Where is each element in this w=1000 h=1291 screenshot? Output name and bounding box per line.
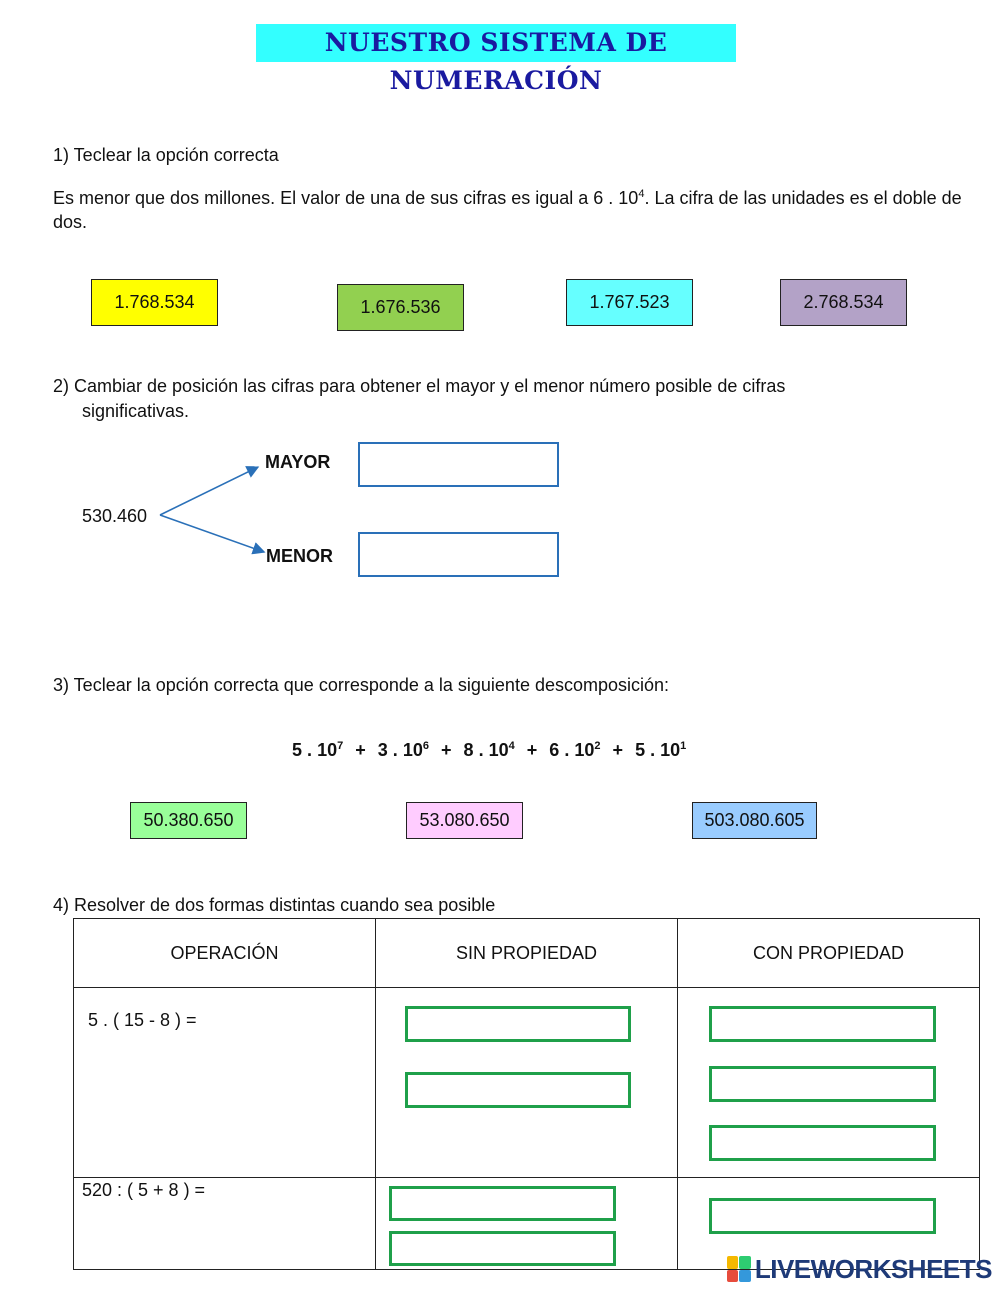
row1-sin-answer-2[interactable]: [405, 1072, 631, 1108]
q1-text: [53, 186, 973, 234]
logo-text: LIVEWORKSHEETS: [754, 1253, 992, 1284]
column-header-operacion: OPERACIÓN: [74, 919, 376, 988]
row2-sin-answer-2[interactable]: [389, 1231, 616, 1266]
table-row: [74, 988, 376, 1178]
operation-1: 5 . ( 15 - 8 ) =: [88, 1010, 197, 1030]
arrow-down: [160, 515, 264, 552]
term-3: 8 . $10^4$: [463, 740, 515, 760]
plus-sign: +: [526, 740, 538, 760]
mayor-label: MAYOR: [265, 452, 331, 472]
mayor-answer-input[interactable]: [358, 442, 559, 487]
q3-option-2[interactable]: 53.080.650: [406, 802, 523, 839]
term-5: 5 . $10^1$: [635, 740, 687, 760]
q1-text-exponent: 4: [638, 188, 645, 200]
q1-option-4[interactable]: 2.768.534: [780, 279, 907, 326]
q3-option-1[interactable]: 50.380.650: [130, 802, 247, 839]
row1-con-answer-1[interactable]: [709, 1006, 936, 1042]
table-row: [74, 1178, 376, 1270]
row1-con-answer-3[interactable]: [709, 1125, 936, 1161]
q2-number: 530.460: [82, 506, 148, 526]
q1-text-part2: . La cifra de las unidades es el doble de dos.: [53, 188, 962, 232]
page-title: NUESTRO SISTEMA DE NUMERACIÓN: [256, 24, 736, 62]
q2-heading-line2: significativas.: [82, 401, 190, 421]
menor-answer-input[interactable]: [358, 532, 559, 577]
q4-heading: 4) Resolver de dos formas distintas cuando sea posible: [53, 895, 496, 915]
q3-option-3[interactable]: 503.080.605: [692, 802, 817, 839]
term-1: 5 . $10^7$: [292, 740, 344, 760]
logo-mark-icon: [727, 1256, 751, 1282]
q1-option-1[interactable]: 1.768.534: [91, 279, 218, 326]
arrow-up: [160, 467, 258, 515]
branch-arrows: [150, 455, 270, 565]
q1-text-part1: Es menor que dos millones. El valor de una de sus cifras es igual a 6 . 10: [53, 188, 639, 208]
row1-con-answer-2[interactable]: [709, 1066, 936, 1102]
plus-sign: +: [355, 740, 366, 760]
term-4: 6 . $10^2$: [549, 740, 601, 760]
row2-con-answer-1[interactable]: [709, 1198, 936, 1234]
operation-2: 520 : ( 5 + 8 ) =: [82, 1180, 206, 1200]
plus-sign: +: [612, 740, 624, 760]
decomposition-formula: [292, 740, 686, 761]
plus-sign: +: [441, 740, 452, 760]
q3-heading: 3) Teclear la opción correcta que corresponde a la siguiente descomposición:: [53, 675, 670, 695]
liveworksheets-logo: [727, 1255, 992, 1283]
q1-option-2[interactable]: 1.676.536: [337, 284, 464, 331]
row2-sin-answer-1[interactable]: [389, 1186, 616, 1221]
menor-label: MENOR: [266, 546, 333, 566]
q1-heading: 1) Teclear la opción correcta: [53, 145, 279, 165]
q1-option-3[interactable]: 1.767.523: [566, 279, 693, 326]
q2-heading-line1: 2) Cambiar de posición las cifras para obtener el mayor y el menor número posible de cifras: [53, 376, 786, 396]
row1-sin-answer-1[interactable]: [405, 1006, 631, 1042]
column-header-sin-propiedad: SIN PROPIEDAD: [376, 919, 678, 988]
column-header-con-propiedad: CON PROPIEDAD: [678, 919, 980, 988]
term-2: 3 . $10^6$: [377, 740, 429, 760]
